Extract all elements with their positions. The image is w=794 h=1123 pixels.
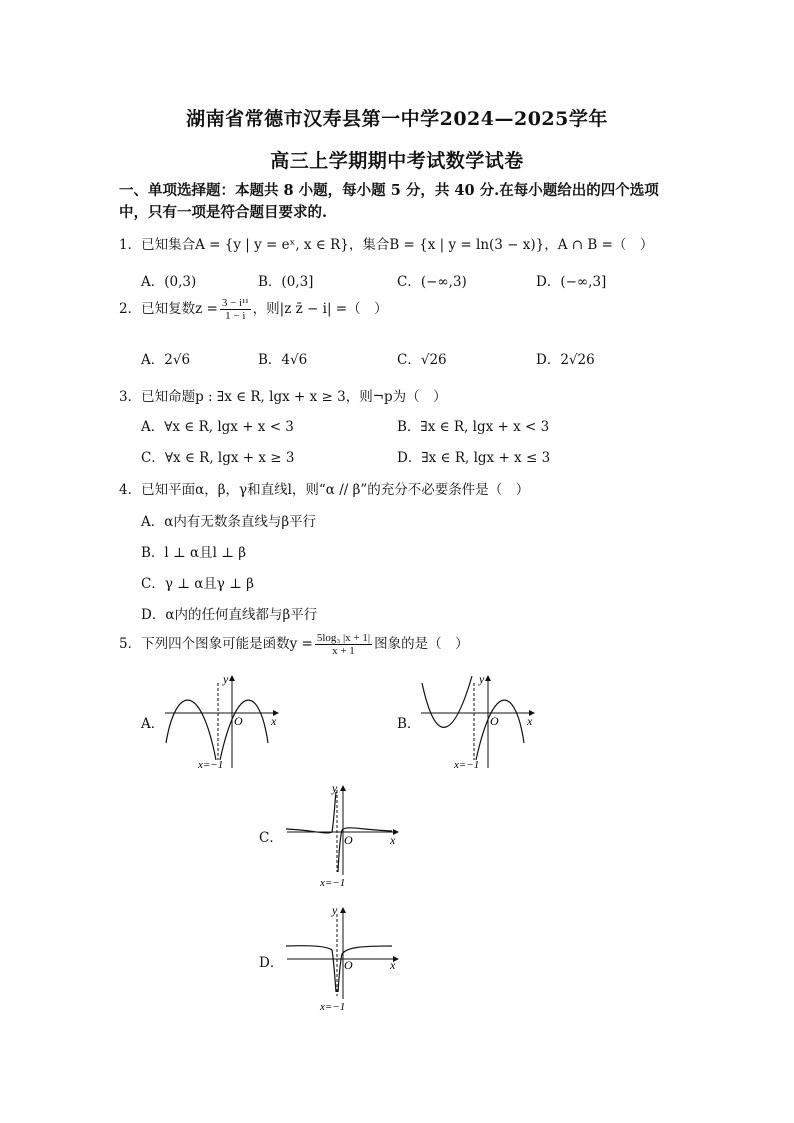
fraction	[220, 297, 251, 322]
question-stem-post: 图象的是（ ）	[374, 636, 469, 652]
origin-label: O	[234, 714, 243, 728]
curve-left	[166, 700, 216, 760]
q4-option-b[interactable]	[141, 541, 246, 561]
option-label: A．	[141, 419, 165, 435]
origin-label: O	[344, 958, 353, 972]
option-text: l ⊥ α且l ⊥ β	[164, 545, 247, 561]
q3-option-a[interactable]	[141, 415, 294, 435]
y-label: y	[332, 903, 338, 917]
question-1	[119, 233, 653, 253]
question-3	[119, 385, 447, 405]
option-label: D．	[536, 352, 561, 368]
option-text: 4√6	[281, 352, 308, 368]
q5-option-a-label[interactable]: A．	[141, 716, 165, 732]
question-stem-pre: 下列四个图象可能是函数y =	[141, 636, 313, 652]
question-number: 1．	[119, 237, 142, 253]
option-label: B．	[258, 352, 282, 368]
question-number: 3．	[119, 389, 142, 405]
x-label: x	[527, 714, 533, 728]
question-2	[119, 297, 388, 322]
option-text: ∀x ∈ R, lgx + x ≥ 3	[164, 450, 295, 466]
y-label: y	[332, 781, 338, 795]
option-label: A．	[141, 514, 165, 530]
question-stem: 已知集合A = {y | y = eˣ, x ∈ R}，集合B = {x | y = ln(3 − x)}，A ∩ B =（ ）	[141, 237, 654, 253]
option-label: B．	[397, 419, 421, 435]
option-text: √26	[420, 352, 447, 368]
section-heading: 一、单项选择题：本题共 8 小题，每小题 5 分，共 40 分.在每小题给出的四个选项中，只有一项是符合题目要求的.	[119, 182, 659, 221]
fraction-numerator: 3 − i¹¹	[221, 297, 249, 309]
curve-right	[220, 700, 268, 760]
curve-left	[422, 676, 472, 727]
option-text: (0,3)	[164, 274, 197, 290]
question-number: 4．	[119, 482, 142, 498]
question-stem: 已知命题p : ∃x ∈ R, lgx + x ≥ 3，则¬p为（ ）	[141, 389, 447, 405]
option-text: γ ⊥ α且γ ⊥ β	[164, 576, 254, 592]
q1-option-b[interactable]	[258, 270, 313, 290]
option-label: D．	[536, 274, 561, 290]
question-stem-pre: 已知复数z =	[141, 301, 218, 317]
option-text: 2√26	[560, 352, 595, 368]
q1-option-a[interactable]	[141, 270, 196, 290]
option-text: (−∞,3]	[560, 274, 607, 290]
question-stem: 已知平面α，β，γ和直线l，则“α // β”的充分不必要条件是（ ）	[141, 482, 530, 498]
option-text: ∀x ∈ R, lgx + x < 3	[164, 419, 294, 435]
question-number: 5．	[119, 636, 142, 652]
q5-option-b-label[interactable]: B．	[397, 716, 421, 732]
curve-left	[286, 792, 336, 833]
x-label: x	[390, 833, 396, 847]
x-label: x	[271, 714, 277, 728]
option-label: B．	[141, 545, 165, 561]
q4-option-d[interactable]	[141, 603, 317, 623]
option-label: A．	[141, 274, 165, 290]
option-label: C．	[397, 274, 421, 290]
option-label: B．	[258, 274, 282, 290]
exam-title-line1: 湖南省常德市汉寿县第一中学2024—2025学年	[186, 108, 608, 130]
option-text: α内有无数条直线与β平行	[164, 514, 317, 530]
q3-option-b[interactable]	[397, 415, 549, 435]
asymptote-label: x=−1	[454, 759, 480, 771]
y-label: y	[223, 672, 229, 686]
q3-option-c[interactable]	[141, 446, 295, 466]
q5-option-d-label[interactable]: D．	[259, 955, 284, 971]
option-text: ∃x ∈ R, lgx + x < 3	[420, 419, 550, 435]
option-label: C．	[141, 450, 165, 466]
exam-title-line2: 高三上学期期中考试数学试卷	[270, 150, 524, 172]
question-number: 2．	[119, 301, 142, 317]
option-label: A．	[141, 352, 165, 368]
q2-option-a[interactable]	[141, 348, 190, 368]
option-text: ∃x ∈ R, lgx + x ≤ 3	[421, 450, 551, 466]
q2-option-c[interactable]	[397, 348, 447, 368]
curve-right	[476, 700, 524, 760]
asymptote-label: x=−1	[198, 759, 224, 771]
option-label: D．	[397, 450, 422, 466]
graph-a[interactable]	[160, 668, 285, 773]
graph-d[interactable]	[282, 902, 407, 1014]
option-text: α内的任何直线都与β平行	[165, 607, 318, 623]
origin-label: O	[490, 714, 499, 728]
question-4	[119, 478, 529, 498]
q5-option-c-label[interactable]: C．	[259, 830, 283, 846]
option-text: (0,3]	[281, 274, 314, 290]
question-stem-post: ，则|z z̄ − i| =（ ）	[252, 301, 388, 317]
y-label: y	[479, 672, 485, 686]
question-5	[119, 632, 469, 657]
q3-option-d[interactable]	[397, 446, 550, 466]
option-text: (−∞,3)	[420, 274, 467, 290]
q4-option-a[interactable]	[141, 510, 316, 530]
asymptote-label: x=−1	[320, 1001, 346, 1013]
q2-option-d[interactable]	[536, 348, 595, 368]
x-label: x	[390, 958, 396, 972]
q1-option-c[interactable]	[397, 270, 467, 290]
graph-b[interactable]	[416, 668, 541, 773]
curve-left	[286, 946, 336, 992]
origin-label: O	[344, 833, 353, 847]
fraction-denominator: 1 − i	[225, 310, 246, 322]
fraction-denominator: x + 1	[332, 645, 355, 657]
graph-c[interactable]	[282, 780, 407, 890]
q2-option-b[interactable]	[258, 348, 307, 368]
fraction	[315, 632, 372, 657]
option-label: C．	[397, 352, 421, 368]
q4-option-c[interactable]	[141, 572, 254, 592]
option-label: C．	[141, 576, 165, 592]
option-label: D．	[141, 607, 166, 623]
option-text: 2√6	[164, 352, 191, 368]
q1-option-d[interactable]	[536, 270, 606, 290]
fraction-numerator: 5log₃ |x + 1|	[316, 632, 371, 644]
asymptote-label: x=−1	[320, 877, 346, 889]
